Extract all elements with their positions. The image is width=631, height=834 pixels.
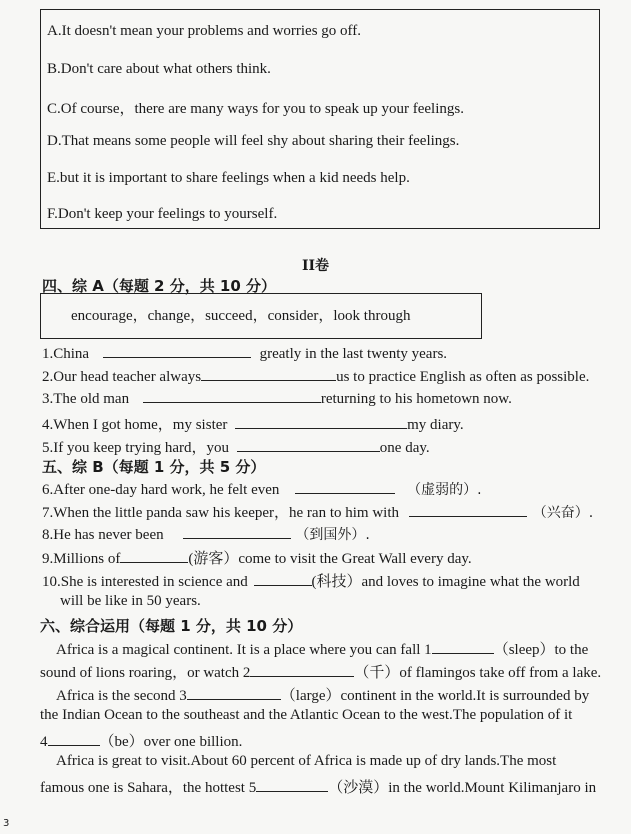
q1-blank[interactable] — [103, 345, 251, 358]
passage-line-5 — [40, 730, 242, 751]
question-10-continued: will be like in 50 years. — [60, 593, 201, 609]
passage-line-4: the Indian Ocean to the southeast and the Atlantic Ocean to the west.The population of it — [40, 707, 573, 723]
q7-post: （兴奋）. — [532, 505, 594, 521]
section4-title: 四、综 A（每题 2 分，共 10 分） — [42, 277, 277, 295]
q8-pre: 8.He has never been — [42, 527, 164, 543]
q5-blank[interactable] — [237, 439, 380, 452]
question-10 — [42, 570, 580, 591]
blank-5[interactable] — [256, 779, 328, 792]
passage-line-3-a: Africa is the second 3 — [56, 688, 187, 704]
q10-blank[interactable] — [254, 573, 312, 586]
question-6 — [42, 479, 482, 499]
q2-blank[interactable] — [201, 368, 336, 381]
option-c: C.Of course，there are many ways for you to speak up your feelings. — [47, 101, 464, 117]
q1-post: greatly in the last twenty years. — [259, 346, 448, 362]
q8-post: （到国外）. — [295, 527, 370, 543]
q1-pre: 1.China — [42, 346, 90, 362]
question-8 — [42, 524, 370, 544]
q6-pre: 6.After one-day hard work, he felt even — [42, 482, 280, 498]
option-e: E.but it is important to share feelings when a kid needs help. — [47, 170, 410, 186]
option-f: F.Don't keep your feelings to yourself. — [47, 206, 278, 222]
passage-line-7-b: （沙漠）in the world.Mount Kilimanjaro in — [328, 780, 597, 796]
q9-post: (游客）come to visit the Great Wall every day. — [188, 551, 472, 567]
q4-post: my diary. — [407, 417, 464, 433]
q4-pre: 4.When I got home，my sister — [42, 417, 228, 433]
q6-blank[interactable] — [295, 481, 395, 494]
passage-line-7 — [40, 776, 596, 797]
q3-pre: 3.The old man — [42, 391, 130, 407]
section5-title: 五、综 B（每题 1 分，共 5 分） — [42, 458, 266, 476]
q2-pre: 2.Our head teacher always — [42, 369, 202, 385]
passage-line-3 — [56, 684, 589, 705]
q5-post: one day. — [379, 440, 430, 456]
section6-title: 六、综合运用（每题 1 分，共 10 分） — [40, 617, 303, 635]
passage-line-2 — [40, 661, 601, 682]
passage-line-5-a: 4 — [40, 734, 48, 750]
blank-4[interactable] — [48, 733, 100, 746]
q4-blank[interactable] — [235, 416, 407, 429]
question-3 — [42, 390, 512, 408]
question-1 — [42, 345, 447, 363]
q2-post: us to practice English as often as possible. — [336, 369, 590, 385]
blank-1[interactable] — [432, 641, 494, 654]
word-bank: encourage，change，succeed，consider，look through — [40, 293, 482, 339]
q7-pre: 7.When the little panda saw his keeper，he ran to him with — [42, 505, 399, 521]
options-box — [40, 9, 600, 229]
q3-blank[interactable] — [143, 390, 321, 403]
passage-line-1-a: Africa is a magical continent. It is a place where you can fall 1 — [56, 642, 432, 658]
passage-line-6: Africa is great to visit.About 60 percent of Africa is made up of dry lands.The most — [56, 753, 557, 769]
passage-line-3-b: （large）continent in the world.It is surrounded by — [280, 688, 590, 704]
q9-blank[interactable] — [120, 550, 188, 563]
q6-post: （虚弱的）. — [407, 482, 482, 498]
question-9 — [42, 547, 472, 568]
q3-post: returning to his hometown now. — [320, 391, 512, 407]
option-d: D.That means some people will feel shy about sharing their feelings. — [47, 133, 460, 149]
page-number: 3 — [3, 818, 10, 829]
passage-line-5-b: （be）over one billion. — [99, 734, 243, 750]
passage-line-1-b: （sleep）to the — [493, 642, 589, 658]
volume-title: II卷 — [301, 258, 330, 274]
passage-line-2-a: sound of lions roaring，or watch 2 — [40, 665, 251, 681]
q8-blank[interactable] — [183, 526, 291, 539]
option-a: A.It doesn't mean your problems and worries go off. — [47, 23, 362, 39]
blank-2[interactable] — [250, 664, 354, 677]
question-5 — [42, 436, 430, 457]
q10-post: (科技）and loves to imagine what the world — [311, 574, 580, 590]
passage-line-7-a: famous one is Sahara，the hottest 5 — [40, 780, 257, 796]
option-b: B.Don't care about what others think. — [47, 61, 271, 77]
question-2 — [42, 368, 589, 386]
q10-pre: 10.She is interested in science and — [42, 574, 248, 590]
passage-line-2-b: （千）of flamingos take off from a lake. — [354, 665, 602, 681]
blank-3[interactable] — [187, 687, 281, 700]
q7-blank[interactable] — [409, 504, 527, 517]
q5-pre: 5.If you keep trying hard，you — [42, 440, 230, 456]
question-7 — [42, 501, 593, 522]
q9-pre: 9.Millions of — [42, 551, 121, 567]
question-4 — [42, 413, 464, 434]
passage-line-1 — [56, 638, 588, 659]
